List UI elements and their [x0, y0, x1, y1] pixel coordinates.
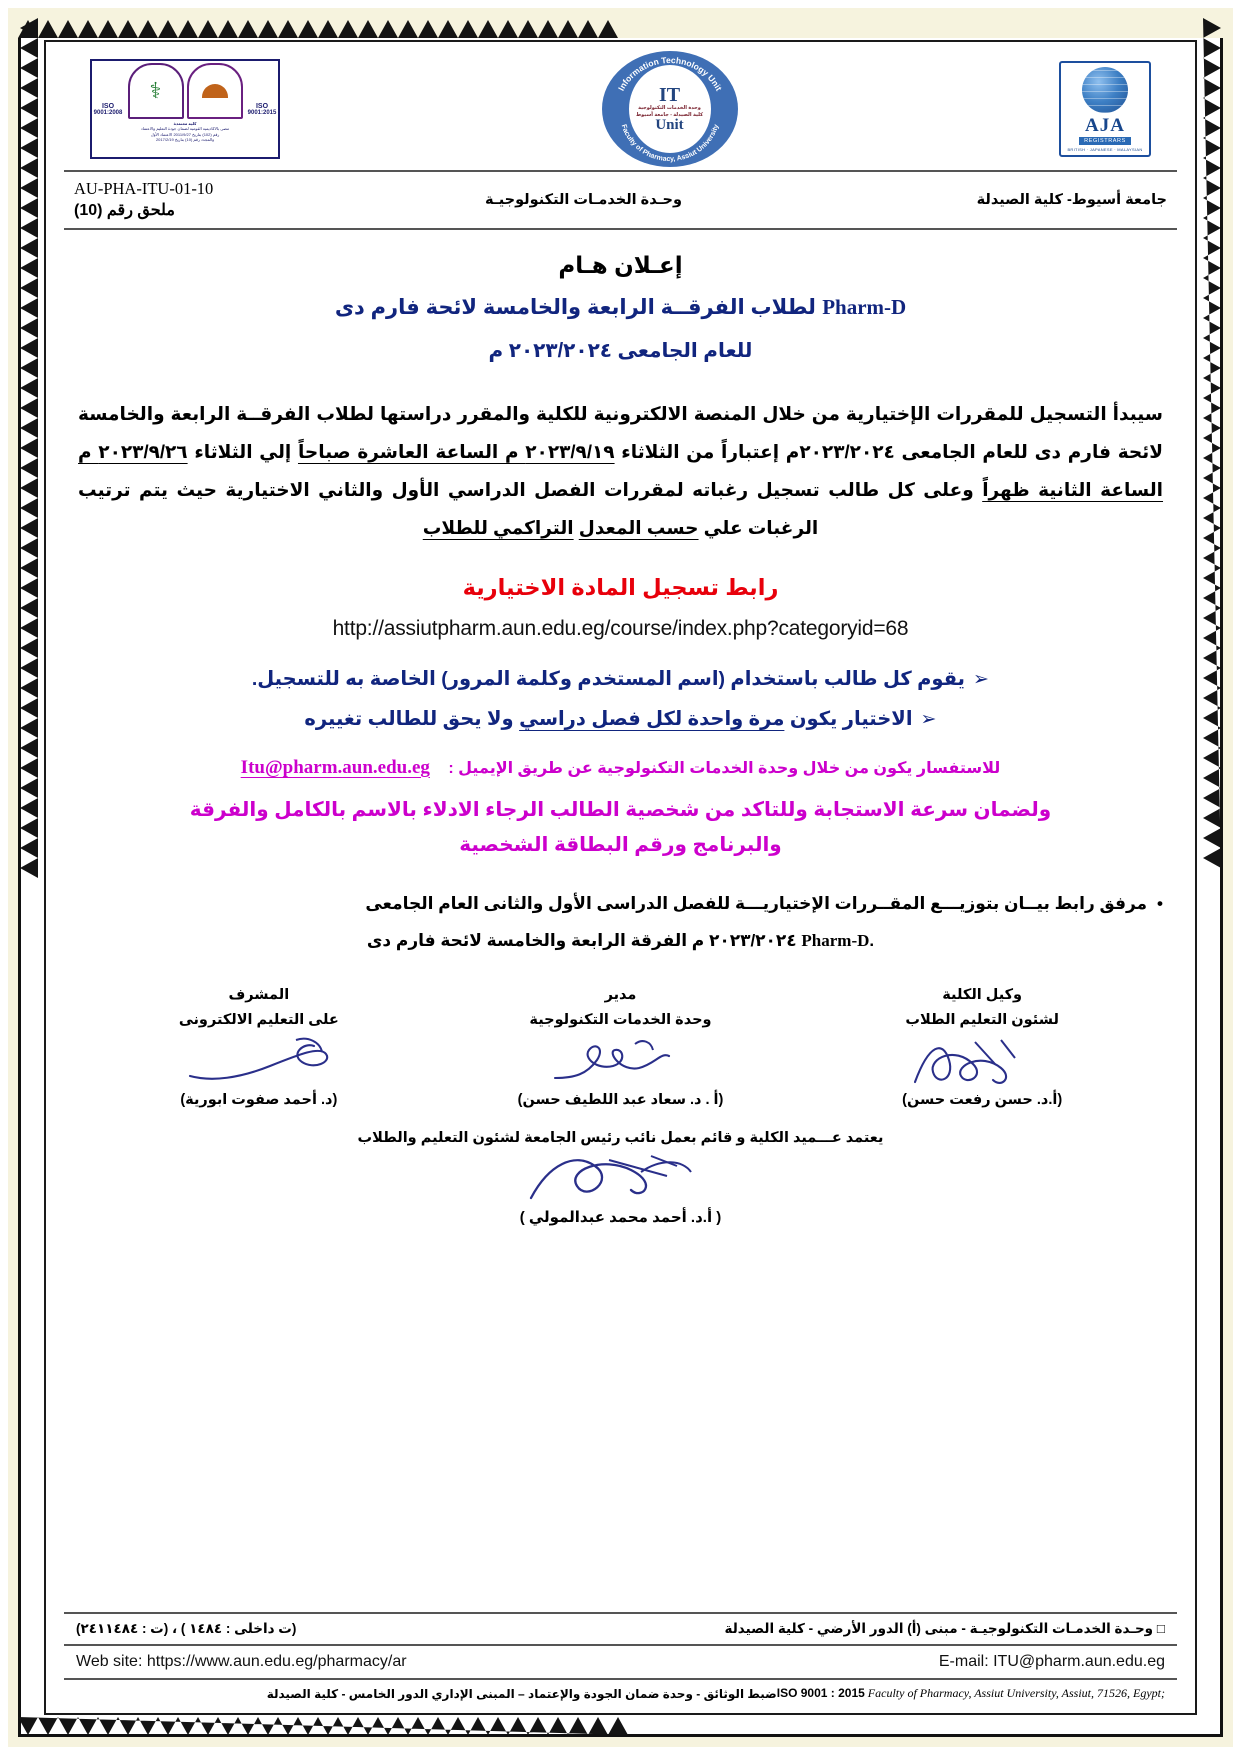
- document-code-block: [74, 180, 324, 221]
- it-unit-arabic-caption: وحدة الخدمات التكنولوجية كلية الصيدلة - جامعة أسيوط: [635, 105, 704, 118]
- iso-accreditation-logo: [90, 59, 280, 159]
- aja-wordmark: AJA: [1085, 115, 1125, 136]
- contact-instruction: للاستفسار يكون من خلال وحدة الخدمات التكنولوجية عن طريق الإيميل :: [448, 759, 1001, 777]
- footer-address-text: وحـدة الخدمـات التكنولوجيـة - مبنى (أ) الدور الأرضي - كلية الصيدلة: [724, 1621, 1154, 1636]
- handwritten-signature: [535, 1034, 705, 1092]
- footer-quality-unit: ضبط الوثائق - وحدة ضمان الجودة والإعتماد – المبنى الإداري الدور الخامس - كلية الصيدلة: [266, 1686, 777, 1701]
- start-datetime: ٢٠٢٣/٩/١٩ م الساعة العاشرة صباحاً: [297, 440, 615, 462]
- unit-label: Unit: [655, 116, 684, 133]
- footer-phone: (ت داخلى : ١٤٨٤ ) ، (ت : ٢٤١١٤٨٤): [76, 1621, 297, 1636]
- footer-email[interactable]: E-mail: ITU@pharm.aun.edu.eg: [938, 1653, 1165, 1670]
- iso-number-right: 9001:2008: [93, 109, 123, 116]
- pharmacy-crest-icon: ⚕: [128, 63, 184, 119]
- signature-title-line-1: مدير: [604, 986, 637, 1003]
- accreditation-line-3: والمجدد رقم (10) بتاريخ 2017/2/19: [155, 137, 215, 143]
- it-unit-ring-text: [602, 51, 738, 167]
- attachment-note: [78, 887, 1163, 957]
- signature-name: (أ . د. سعاد عبد اللطيف حسن): [517, 1091, 724, 1108]
- gpa-emphasis: حسب المعدل: [578, 516, 699, 538]
- dean-signature-area: [78, 1146, 1163, 1208]
- page-title: إعـلان هـام: [558, 252, 683, 278]
- iso-label-left: ISO: [255, 102, 269, 110]
- main-content: [64, 230, 1177, 1612]
- signature-title-line-1: وكيل الكلية: [942, 986, 1023, 1003]
- approval-statement: يعتمد عـــميد الكلية و قائم بعمل نائب رئيس الجامعة لشئون التعليم والطلاب: [357, 1129, 884, 1146]
- handwritten-signature: [897, 1034, 1067, 1092]
- paragraph-line-3-tail: وعلى كل طالب: [828, 478, 983, 500]
- instruction-credentials: يقوم كل طالب باستخدام (اسم المستخدم وكلمة المرور) الخاصة به للتسجيل.: [251, 667, 966, 690]
- paragraph-line-5: التراكمي للطلاب: [422, 516, 574, 538]
- globe-icon: [1082, 67, 1128, 113]
- announcement-paragraph: [78, 395, 1163, 547]
- signature-title: [440, 983, 802, 1034]
- signature-name: (د. أحمد صفوت ابورية): [180, 1091, 338, 1108]
- footer-address: [406, 1621, 1165, 1637]
- instruction-once-emphasis: مرة واحدة لكل فصل دراسي: [519, 707, 785, 730]
- instruction-once-post: ولا يحق للطالب تغييره: [304, 707, 520, 730]
- accreditation-line-1: مضى بالاكاديمية القومية لضمان جودة التعليم والاعتماد: [140, 126, 230, 132]
- contact-line: [78, 757, 1163, 779]
- dot-bullet-icon: •: [1157, 893, 1163, 913]
- identity-notice-line-2: والبرنامج ورقم البطاقة الشخصية: [459, 833, 782, 856]
- list-item: [78, 667, 1163, 691]
- signature-block-vice-dean: [801, 983, 1163, 1108]
- iso-badge-left: [248, 63, 276, 155]
- instructions-list: [78, 667, 1163, 731]
- academic-year: للعام الجامعى ٢٠٢٣/٢٠٢٤ م: [488, 340, 753, 362]
- it-unit-logo: [602, 51, 738, 167]
- footer-contact-row: [64, 1646, 1177, 1680]
- header-meta-strip: [64, 170, 1177, 230]
- signature-title: [801, 983, 1163, 1034]
- faculty-name: جامعة أسيوط- كلية الصيدلة: [976, 192, 1167, 208]
- handwritten-signature: [491, 1146, 751, 1208]
- instruction-once-pre: الاختيار يكون: [784, 707, 913, 730]
- attachment-line-2: [78, 924, 1163, 957]
- iso-number-left: 9001:2015: [247, 109, 277, 116]
- signature-title: [78, 983, 440, 1034]
- contact-email[interactable]: Itu@pharm.aun.edu.eg: [240, 756, 430, 778]
- it-label: IT: [658, 84, 681, 107]
- accreditation-caption: [141, 121, 229, 143]
- subtitle-program-code: Pharm-D: [822, 295, 907, 319]
- signature-row: [78, 983, 1163, 1108]
- signature-title-line-2: لشئون التعليم الطلاب: [905, 1012, 1059, 1029]
- svg-text:Information Technology Unit: Information Technology Unit: [615, 54, 724, 93]
- attachment-program-code: Pharm-D: [801, 930, 870, 950]
- iso-label-right: ISO: [101, 102, 115, 110]
- list-item: [78, 707, 1163, 731]
- handwritten-signature: [174, 1034, 344, 1092]
- unit-name: وحـدة الخدمـات التكنولوجيـة: [484, 192, 683, 208]
- footer-iso-row: [64, 1680, 1177, 1707]
- aja-registrars-label: REGISTRARS: [1079, 137, 1131, 145]
- signature-block-supervisor: [78, 983, 440, 1108]
- subtitle-audience: [78, 295, 1163, 320]
- paragraph-line-1: سيبدأ التسجيل للمقررات الإختيارية من خلال المنصة الالكترونية للكلية والمقرر دراستها لطلاب: [316, 403, 1163, 424]
- identity-notice-line-1: ولضمان سرعة الاستجابة وللتاكد من شخصية الطالب الرجاء الادلاء بالاسم بالكامل والفرقة: [189, 798, 1052, 821]
- dean-name: ( أ.د. أحمد محمد عبدالمولي ): [519, 1208, 722, 1226]
- signature-title-line-2: على التعليم الالكترونى: [178, 1012, 339, 1029]
- university-crest-icon: [187, 63, 243, 119]
- footer-square-glyph: □: [1156, 1621, 1165, 1636]
- paragraph-connector: إلي الثلاثاء: [187, 440, 298, 462]
- iso-badge-right: [94, 63, 122, 155]
- attachment-line-2-arabic: ٢٠٢٣/٢٠٢٤ م الفرقة الرابعة والخامسة لائحة فارم دى: [366, 930, 797, 950]
- subtitle-arabic: لطلاب الفرقــة الرابعة والخامسة لائحة فارم دى: [334, 296, 816, 319]
- document-body: [44, 40, 1197, 1715]
- arrow-bullet-icon: ➢: [973, 668, 990, 690]
- accreditation-line-2: رقم (102) بتاريخ 2011/9/27 الاعتماد الأول: [150, 131, 220, 137]
- paragraph-line-2: الفرقــة الرابعة والخامسة لائحة فارم دى للعام الجامعى ٢٠٢٣/٢٠٢٤م إعتباراً من الثلاثاء: [78, 403, 1163, 462]
- attachment-line-1: مرفق رابط بيــان بتوزيـــع المقــررات الإختياريـــة للفصل الدراسى الأول والثانى العام الجامعى: [365, 893, 1148, 913]
- signature-block-unit-director: [440, 983, 802, 1108]
- footer-address-row: [64, 1612, 1177, 1646]
- annex-number: ملحق رقم (10): [74, 202, 175, 220]
- end-datetime: ٢٠٢٣/٩/٢٦ م الساعة الثانية ظهراً: [78, 440, 1164, 500]
- identity-notice: [78, 793, 1163, 863]
- registration-url[interactable]: http://assiutpharm.aun.edu.eg/course/index.php?categoryid=68: [332, 616, 909, 640]
- attachment-end-dot: .: [869, 930, 875, 950]
- arrow-bullet-icon: ➢: [920, 708, 937, 730]
- footer-website[interactable]: Web site: https://www.aun.edu.eg/pharmacy/ar: [76, 1653, 407, 1670]
- registration-link-heading: رابط تسجيل المادة الاختيارية: [462, 574, 779, 600]
- signature-name: (أ.د. حسن رفعت حسن): [902, 1091, 1063, 1108]
- signature-title-line-1: المشرف: [228, 986, 290, 1003]
- logo-row: [64, 50, 1177, 170]
- accredited-faculty-label: كلية معتمدة: [173, 121, 197, 126]
- footer-iso-standard: ISO 9001 : 2015: [776, 1686, 865, 1700]
- aja-tagline: BRITISH · JAPANESE · MALAYSIAN: [1067, 147, 1143, 152]
- paragraph-line-4: تسجيل رغباته لمقررات الفصل الدراسي الأول والثاني الاختيارية حيث يتم ترتيب الرغبات علي: [78, 478, 820, 538]
- signature-title-line-2: وحدة الخدمات التكنولوجية: [529, 1012, 712, 1029]
- aja-logo: [1059, 61, 1151, 157]
- footer-iso-block: [777, 1686, 1165, 1701]
- footer-institution: Faculty of Pharmacy, Assiut University, Assiut, 71526, Egypt;: [867, 1686, 1165, 1700]
- document-code: AU-PHA-ITU-01-10: [74, 178, 214, 198]
- page-footer: [64, 1612, 1177, 1707]
- svg-text:Faculty of Pharmacy, Assiut Un: Faculty of Pharmacy, Assiut University: [619, 123, 720, 164]
